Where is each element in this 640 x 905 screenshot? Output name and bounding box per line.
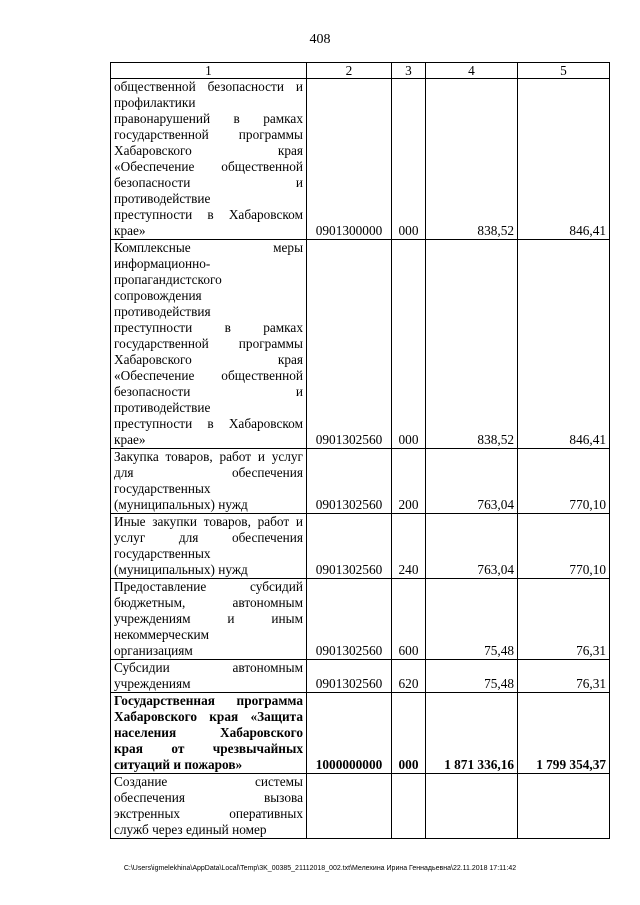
- amount-year-2: 76,31: [518, 660, 610, 693]
- row-description: [111, 449, 307, 514]
- amount-year-1: 838,52: [426, 240, 518, 449]
- target-article-code: 0901302560: [307, 514, 392, 579]
- description-line: Хабаровского края «Защита: [114, 709, 303, 724]
- target-article-code: 0901302560: [307, 660, 392, 693]
- description-line: Субсидии автономным: [114, 660, 303, 675]
- table-row: [111, 79, 610, 240]
- expense-type-code: [392, 774, 426, 839]
- description-line: экстренных оперативных: [114, 806, 303, 821]
- amount-year-1: 763,04: [426, 514, 518, 579]
- description-line: безопасности и: [114, 175, 303, 190]
- table-row: [111, 774, 610, 839]
- description-line: Создание системы: [114, 774, 303, 789]
- amount-year-1: 838,52: [426, 79, 518, 240]
- expense-type-code: 600: [392, 579, 426, 660]
- description-line: безопасности и: [114, 384, 303, 399]
- row-description: [111, 660, 307, 693]
- description-line: населения Хабаровского: [114, 725, 303, 740]
- expense-type-code: 240: [392, 514, 426, 579]
- header-col-2: 2: [307, 63, 392, 79]
- description-line: организациям: [114, 643, 193, 658]
- expense-type-code: 000: [392, 240, 426, 449]
- expense-type-code: 620: [392, 660, 426, 693]
- description-line: крае»: [114, 223, 146, 238]
- description-line: противодействия: [114, 304, 211, 319]
- description-line: Государственная программа: [114, 693, 303, 708]
- target-article-code: 0901302560: [307, 579, 392, 660]
- description-line: крае»: [114, 432, 146, 447]
- description-line: бюджетным, автономным: [114, 595, 303, 610]
- row-description: [111, 79, 307, 240]
- description-line: Закупка товаров, работ и услуг: [114, 449, 303, 464]
- description-line: государственных: [114, 546, 211, 561]
- expense-type-code: 200: [392, 449, 426, 514]
- amount-year-1: 763,04: [426, 449, 518, 514]
- table-row: [111, 240, 610, 449]
- description-line: обеспечения вызова: [114, 790, 303, 805]
- description-line: Комплексные меры: [114, 240, 303, 255]
- row-description: [111, 774, 307, 839]
- description-line: сопровождения: [114, 288, 202, 303]
- description-line: края от чрезвычайных: [114, 741, 303, 756]
- amount-year-1: 75,48: [426, 579, 518, 660]
- description-line: государственной программы: [114, 336, 303, 351]
- amount-year-2: 770,10: [518, 449, 610, 514]
- table-row: [111, 579, 610, 660]
- table-row: [111, 693, 610, 774]
- header-col-3: 3: [392, 63, 426, 79]
- description-line: Хабаровского края: [114, 143, 303, 158]
- target-article-code: 0901302560: [307, 240, 392, 449]
- amount-year-2: 76,31: [518, 579, 610, 660]
- description-line: правонарушений в рамках: [114, 111, 303, 126]
- table-row: [111, 660, 610, 693]
- table-row: [111, 449, 610, 514]
- amount-year-2: 1 799 354,37: [518, 693, 610, 774]
- amount-year-2: 846,41: [518, 79, 610, 240]
- description-line: преступности в Хабаровском: [114, 207, 303, 222]
- target-article-code: 0901300000: [307, 79, 392, 240]
- target-article-code: 1000000000: [307, 693, 392, 774]
- description-line: противодействие: [114, 191, 211, 206]
- description-line: (муниципальных) нужд: [114, 497, 248, 512]
- header-col-4: 4: [426, 63, 518, 79]
- description-line: противодействие: [114, 400, 211, 415]
- amount-year-1: [426, 774, 518, 839]
- row-description: [111, 514, 307, 579]
- expense-type-code: 000: [392, 693, 426, 774]
- description-line: государственных: [114, 481, 211, 496]
- budget-table: [110, 62, 610, 839]
- table-body: [111, 79, 610, 839]
- page-number: 408: [309, 32, 331, 47]
- table-row: [111, 514, 610, 579]
- description-line: некоммерческим: [114, 627, 210, 642]
- expense-type-code: 000: [392, 79, 426, 240]
- description-line: информационно-: [114, 256, 211, 271]
- description-line: Хабаровского края: [114, 352, 303, 367]
- amount-year-2: [518, 774, 610, 839]
- amount-year-1: 1 871 336,16: [426, 693, 518, 774]
- description-line: учреждениям: [114, 676, 191, 691]
- row-description: [111, 579, 307, 660]
- description-line: «Обеспечение общественной: [114, 368, 303, 383]
- description-line: пропагандистского: [114, 272, 222, 287]
- description-line: для обеспечения: [114, 465, 303, 480]
- description-line: (муниципальных) нужд: [114, 562, 248, 577]
- target-article-code: 0901302560: [307, 449, 392, 514]
- row-description: [111, 240, 307, 449]
- header-col-1: 1: [111, 63, 307, 79]
- header-row: [111, 63, 610, 79]
- amount-year-1: 75,48: [426, 660, 518, 693]
- description-line: ситуаций и пожаров»: [114, 757, 243, 772]
- description-line: Иные закупки товаров, работ и: [114, 514, 303, 529]
- row-description: [111, 693, 307, 774]
- description-line: профилактики: [114, 95, 196, 110]
- amount-year-2: 846,41: [518, 240, 610, 449]
- amount-year-2: 770,10: [518, 514, 610, 579]
- description-line: государственной программы: [114, 127, 303, 142]
- file-path-footer: C:\Users\igmelekhina\AppData\Local\Temp\3K_00385_21112018_002.txt\Мелехина Ирина Геннадьевна\22.11.2018 17:11:42: [123, 865, 517, 872]
- description-line: Предоставление субсидий: [114, 579, 303, 594]
- description-line: служб через единый номер: [114, 822, 267, 837]
- description-line: преступности в рамках: [114, 320, 303, 335]
- description-line: услуг для обеспечения: [114, 530, 303, 545]
- description-line: учреждениям и иным: [114, 611, 303, 626]
- header-col-5: 5: [518, 63, 610, 79]
- description-line: «Обеспечение общественной: [114, 159, 303, 174]
- description-line: общественной безопасности и: [114, 79, 303, 94]
- description-line: преступности в Хабаровском: [114, 416, 303, 431]
- target-article-code: [307, 774, 392, 839]
